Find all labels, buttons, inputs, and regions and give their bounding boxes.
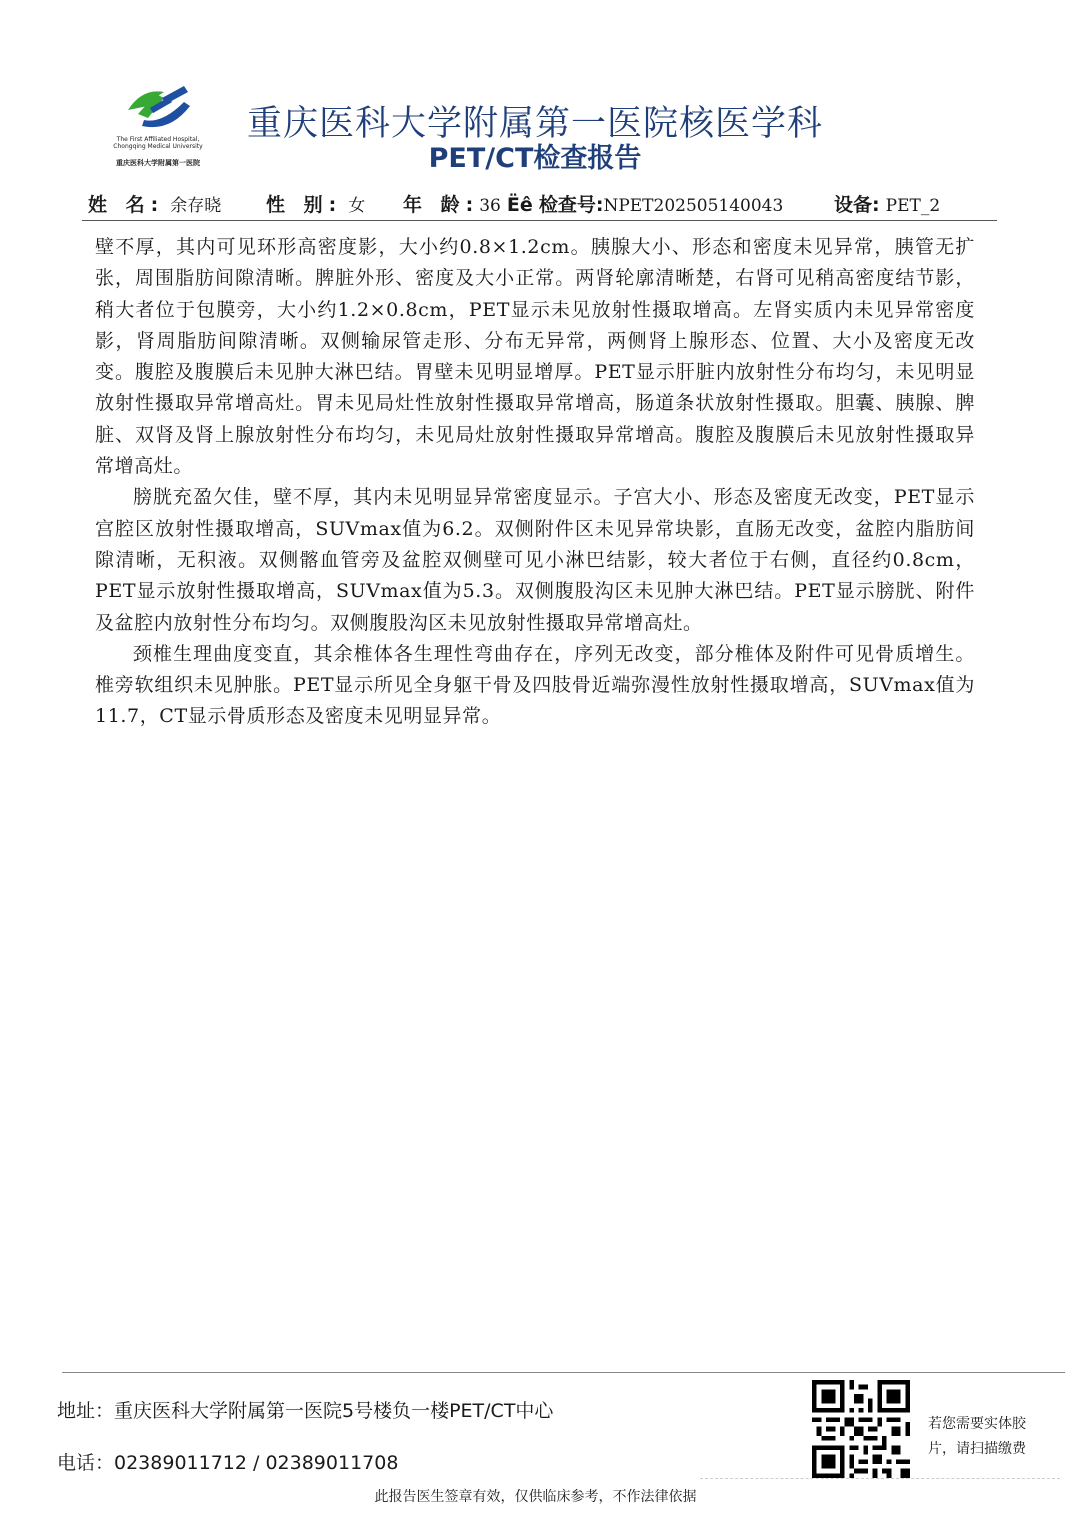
footer-address: 地址：重庆医科大学附属第一医院5号楼负一楼PET/CT中心 <box>57 1400 554 1422</box>
logo-chinese-name: 重庆医科大学附属第一医院 <box>116 159 200 167</box>
findings-paragraph-pelvis: 膀胱充盈欠佳，壁不厚，其内未见明显异常密度显示。子宫大小、形态及密度无改变，PET显示宫腔区放射性摄取增高，SUVmax值为6.2。双侧附件区未见异常块影，直肠无改变，盆腔内脂肪间隙清晰，无积液。双侧髂血管旁及盆腔双侧壁可见小淋巴结影，较大者位于右侧，直径约0.8cm，PET显示放射性摄取增高，SUVmax值为5.3。双侧腹股沟区未见肿大淋巴结。PET显示膀胱、附件及盆腔内放射性分布均匀。双侧腹股沟区未见放射性摄取异常增高灶。 <box>95 486 975 634</box>
header-divider <box>82 220 997 221</box>
patient-age: 36 <box>479 196 501 216</box>
faint-divider <box>700 1478 1060 1480</box>
age-label: 年 龄: <box>403 194 480 216</box>
report-findings <box>95 232 975 733</box>
device-label: 设备: <box>834 194 880 216</box>
footer-divider <box>62 1372 1065 1373</box>
patient-age-field <box>403 190 783 218</box>
qr-instruction: 若您需要实体胶片，请扫描缴费 <box>928 1416 1026 1457</box>
payment-qr-code[interactable] <box>812 1380 910 1478</box>
footer-phone: 电话：02389011712 / 02389011708 <box>57 1452 399 1474</box>
logo-english-name: The First Affiliated Hospital, Chongqing Medical University <box>113 136 203 150</box>
device-field <box>834 190 940 218</box>
patient-sex: 女 <box>348 196 366 216</box>
name-label: 姓 名: <box>88 194 165 216</box>
report-title: 重庆医科大学附属第一医院核医学科 <box>246 104 823 144</box>
patient-name: 余存晓 <box>170 196 222 216</box>
findings-paragraph-abdomen: 壁不厚，其内可见环形高密度影，大小约0.8×1.2cm。胰腺大小、形态和密度未见异常，胰管无扩张，周围脂肪间隙清晰。脾脏外形、密度及大小正常。两肾轮廓清晰楚，右肾可见稍高密度结节影，稍大者位于包膜旁，大小约1.2×0.8cm，PET显示未见放射性摄取增高。左肾实质内未见异常密度影，肾周脂肪间隙清晰。双侧输尿管走形、分布无异常，两侧肾上腺形态、位置、大小及密度无改变。腹腔及腹膜后未见肿大淋巴结。胃壁未见明显增厚。PET显示肝脏内放射性分布均匀，未见明显放射性摄取异常增高灶。胃未见局灶性放射性摄取异常增高，肠道条状放射性摄取。胆囊、胰腺、脾脏、双肾及肾上腺放射性分布均匀，未见局灶放射性摄取异常增高。腹腔及腹膜后未见放射性摄取异常增高灶。 <box>95 236 975 478</box>
report-subtitle: PET/CT检查报告 <box>428 143 642 174</box>
device-value: PET_2 <box>885 196 941 216</box>
exam-number-label: 检查号: <box>538 194 604 216</box>
hospital-logo <box>88 80 228 172</box>
patient-name-field <box>88 190 221 218</box>
hospital-cross-icon <box>118 80 198 136</box>
legal-disclaimer: 此报告医生签章有效，仅供临床参考，不作法律依据 <box>374 1489 697 1505</box>
sex-label: 性 别: <box>266 194 343 216</box>
findings-paragraph-skeleton: 颈椎生理曲度变直，其余椎体各生理性弯曲存在，序列无改变，部分椎体及附件可见骨质增生。椎旁软组织未见肿胀。PET显示所见全身躯干骨及四肢骨近端弥漫性放射性摄取增高，SUVmax值为11.7，CT显示骨质形态及密度未见明显异常。 <box>95 642 975 728</box>
garbled-glyph: Ëê <box>506 194 533 216</box>
patient-sex-field <box>266 190 365 218</box>
exam-number: NPET202505140043 <box>603 196 784 216</box>
